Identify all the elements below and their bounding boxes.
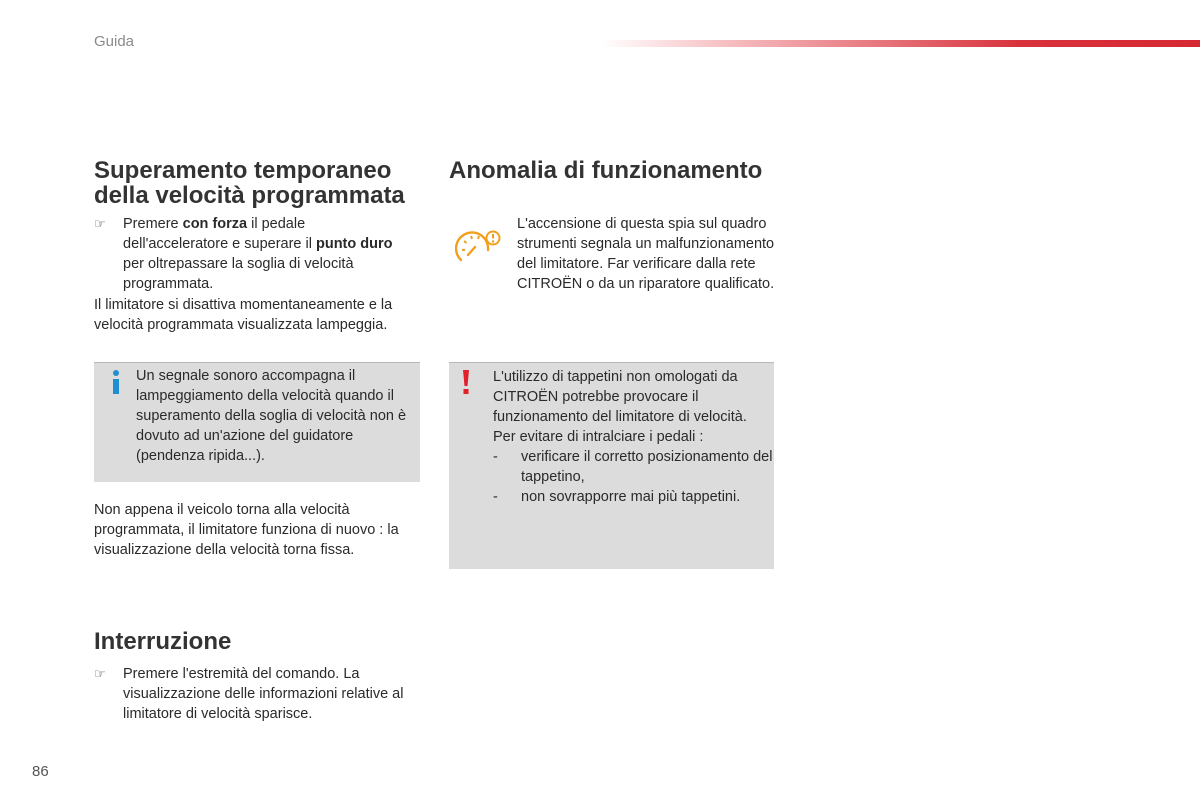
info-icon: [110, 369, 122, 395]
header-accent-bar: [600, 40, 1200, 47]
instruction-text: Premere l'estremità del comando. La visualizzazione delle informazioni relative al limitatore di velocità sparisce.: [123, 666, 404, 722]
body-paragraph: Non appena il veicolo torna alla velocità programmata, il limitatore funziona di nuovo : la visualizzazione della velocità torna fissa.: [94, 502, 399, 558]
body-paragraph: Il limitatore si disattiva momentaneamente e la velocità programmata visualizzata lampeggia.: [94, 297, 393, 333]
pointing-hand-icon: ☞: [94, 216, 106, 231]
pointing-hand-icon: ☞: [94, 666, 106, 681]
anomaly-description: L'accensione di questa spia sul quadro strumenti segnala un malfunzionamento del limitatore. Far verificare dalla rete CITROËN o da un riparatore qualificato.: [517, 216, 775, 292]
warning-intro: L'utilizzo di tappetini non omologati da CITROËN potrebbe provocare il funzionamento del limitatore di velocità.: [493, 369, 747, 425]
section-title-interruzione: Interruzione: [94, 628, 232, 655]
instruction-bullet: [94, 214, 414, 294]
warning-text: [493, 367, 773, 507]
section-label: Guida: [94, 33, 135, 50]
list-item: - verificare il corretto posizionamento del tappetino,: [493, 449, 773, 485]
list-item: - non sovrapporre mai più tappetini.: [493, 489, 741, 505]
section-title-anomalia: Anomalia di funzionamento: [449, 157, 763, 184]
warning-lead: Per evitare di intralciare i pedali :: [493, 429, 704, 445]
info-box: [94, 362, 420, 482]
instruction-text: Premere con forza il pedale dell'acceleratore e superare il punto duro per oltrepassare la soglia di velocità programmata.: [123, 216, 393, 292]
warning-box: [449, 362, 774, 569]
page-number: 86: [32, 763, 49, 780]
section-title-superamento: Superamento temporaneo della velocità programmata: [94, 157, 405, 209]
warning-icon: [460, 369, 472, 395]
info-text: Un segnale sonoro accompagna il lampeggiamento della velocità quando il superamento della soglia di velocità non è dovuto ad un'azione del guidatore (pendenza ripida...).: [136, 368, 407, 464]
instruction-bullet: [94, 664, 424, 724]
speed-limiter-warning-icon: [455, 228, 501, 264]
warning-list: [493, 447, 773, 507]
